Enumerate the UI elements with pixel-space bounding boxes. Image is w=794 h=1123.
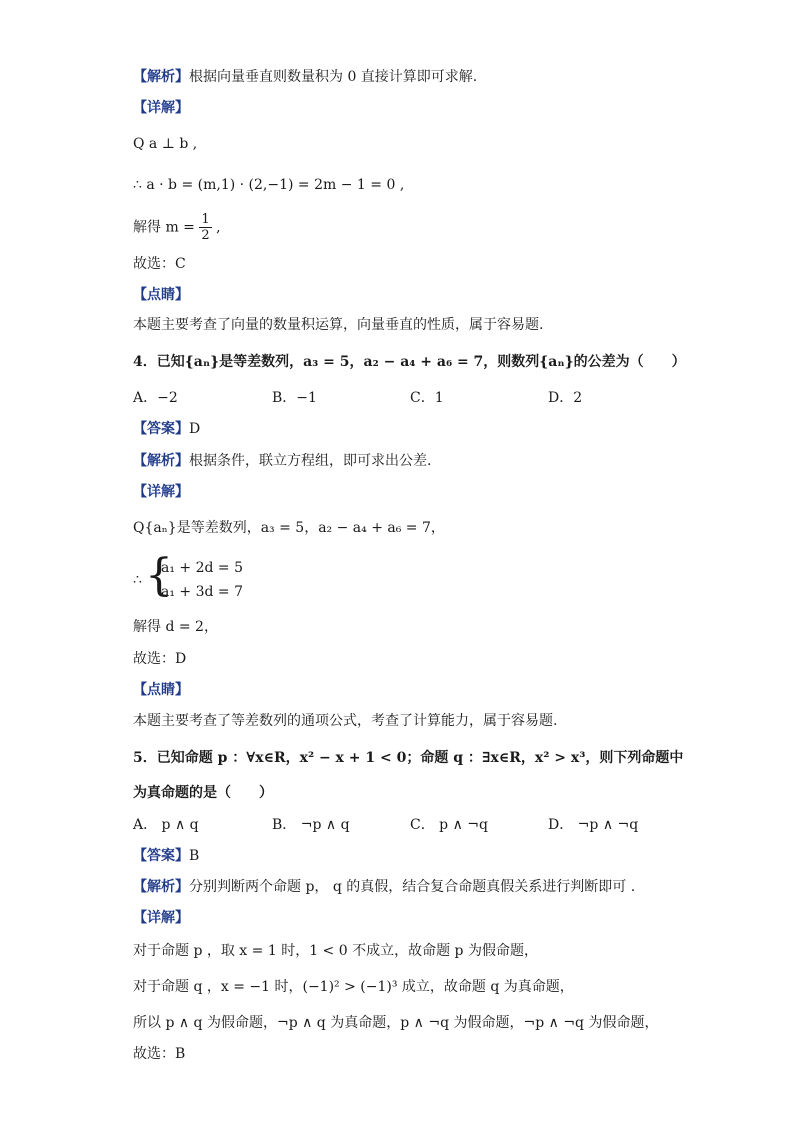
analysis-tag: 【解析】 (133, 453, 189, 469)
q4-choose: 故选：D (133, 651, 187, 667)
answer-value: D (189, 421, 201, 437)
q5-option-a: A． p ∧ q (133, 817, 199, 833)
detail-tag: 【详解】 (133, 910, 189, 926)
q3-comment-text: 本题主要考查了向量的数量积运算，向量垂直的性质，属于容易题. (133, 317, 544, 333)
q5-detail-tag (133, 908, 189, 928)
fraction-denominator: 2 (201, 228, 210, 243)
q5-option-c: C． p ∧ ¬q (410, 817, 488, 833)
answer-tag: 【答案】 (133, 848, 189, 864)
q3-comment-tag (133, 285, 189, 305)
q5-step3: 所以 p ∧ q 为假命题，¬p ∧ q 为真命题，p ∧ ¬q 为假命题，¬p ∧ ¬q 为假命题， (133, 1015, 659, 1031)
fraction-numerator: 1 (201, 212, 210, 227)
q4-option-b: B．−1 (272, 390, 317, 406)
q5-question-line1: 5．已知命题 p ：∀x∈R，x² − x + 1 < 0；命题 q ：∃x∈R，x² > x³，则下列命题中 (133, 750, 684, 766)
q3-step3 (133, 212, 221, 243)
system-equation-2: a₁ + 3d = 7 (161, 584, 243, 600)
q5-answer (133, 846, 199, 866)
analysis-text: 根据向量垂直则数量积为 0 直接计算即可求解. (189, 69, 478, 85)
q5-step1: 对于命题 p ，取 x = 1 时，1 < 0 不成立，故命题 p 为假命题， (133, 943, 538, 959)
q4-step2: 解得 d = 2， (133, 619, 218, 635)
q3-detail-tag (133, 98, 189, 118)
detail-tag: 【详解】 (133, 484, 189, 500)
detail-tag: 【详解】 (133, 100, 189, 116)
step3-suffix: , (216, 219, 221, 236)
comment-tag: 【点睛】 (133, 682, 189, 698)
q4-option-a: A．−2 (133, 390, 178, 406)
analysis-tag: 【解析】 (133, 69, 189, 85)
q4-detail-tag (133, 482, 189, 502)
q4-question: 4．已知{aₙ}是等差数列，a₃ = 5，a₂ − a₄ + a₆ = 7，则数列{aₙ}的公差为（ ） (133, 354, 686, 370)
left-brace: { (145, 550, 173, 601)
comment-tag: 【点睛】 (133, 287, 189, 303)
system-equation-1: a₁ + 2d = 5 (161, 560, 243, 576)
fraction (199, 212, 211, 243)
analysis-text: 分别判断两个命题 p， q 的真假，结合复合命题真假关系进行判断即可 . (189, 879, 636, 895)
q4-equation-system (133, 550, 333, 606)
q5-step2: 对于命题 q ，x = −1 时，(−1)² > (−1)³ 成立，故命题 q 为真命题， (133, 979, 574, 995)
q3-choose: 故选：C (133, 256, 186, 272)
q3-step1: Q a ⊥ b , (133, 136, 198, 152)
step3-prefix: 解得 m = (133, 219, 195, 236)
q5-option-b: B． ¬p ∧ q (272, 817, 350, 833)
answer-tag: 【答案】 (133, 421, 189, 437)
q4-analysis (133, 451, 431, 471)
analysis-text: 根据条件，联立方程组，即可求出公差. (189, 453, 432, 469)
q4-option-d: D．2 (548, 390, 583, 406)
q4-answer (133, 419, 200, 439)
q5-option-d: D． ¬p ∧ ¬q (548, 817, 639, 833)
q4-option-c: C．1 (410, 390, 444, 406)
q4-step1: Q{aₙ}是等差数列，a₃ = 5，a₂ − a₄ + a₆ = 7， (133, 520, 445, 536)
answer-value: B (189, 848, 200, 864)
therefore-symbol: ∴ (133, 572, 142, 588)
q4-comment-tag (133, 680, 189, 700)
q5-choose: 故选：B (133, 1046, 186, 1062)
q5-analysis (133, 877, 635, 897)
q5-question-line2: 为真命题的是（ ） (133, 785, 273, 801)
q3-analysis (133, 67, 477, 87)
analysis-tag: 【解析】 (133, 879, 189, 895)
q3-step2: ∴ a · b = (m,1) · (2,−1) = 2m − 1 = 0 , (133, 177, 405, 193)
q4-comment-text: 本题主要考查了等差数列的通项公式，考查了计算能力，属于容易题. (133, 713, 558, 729)
